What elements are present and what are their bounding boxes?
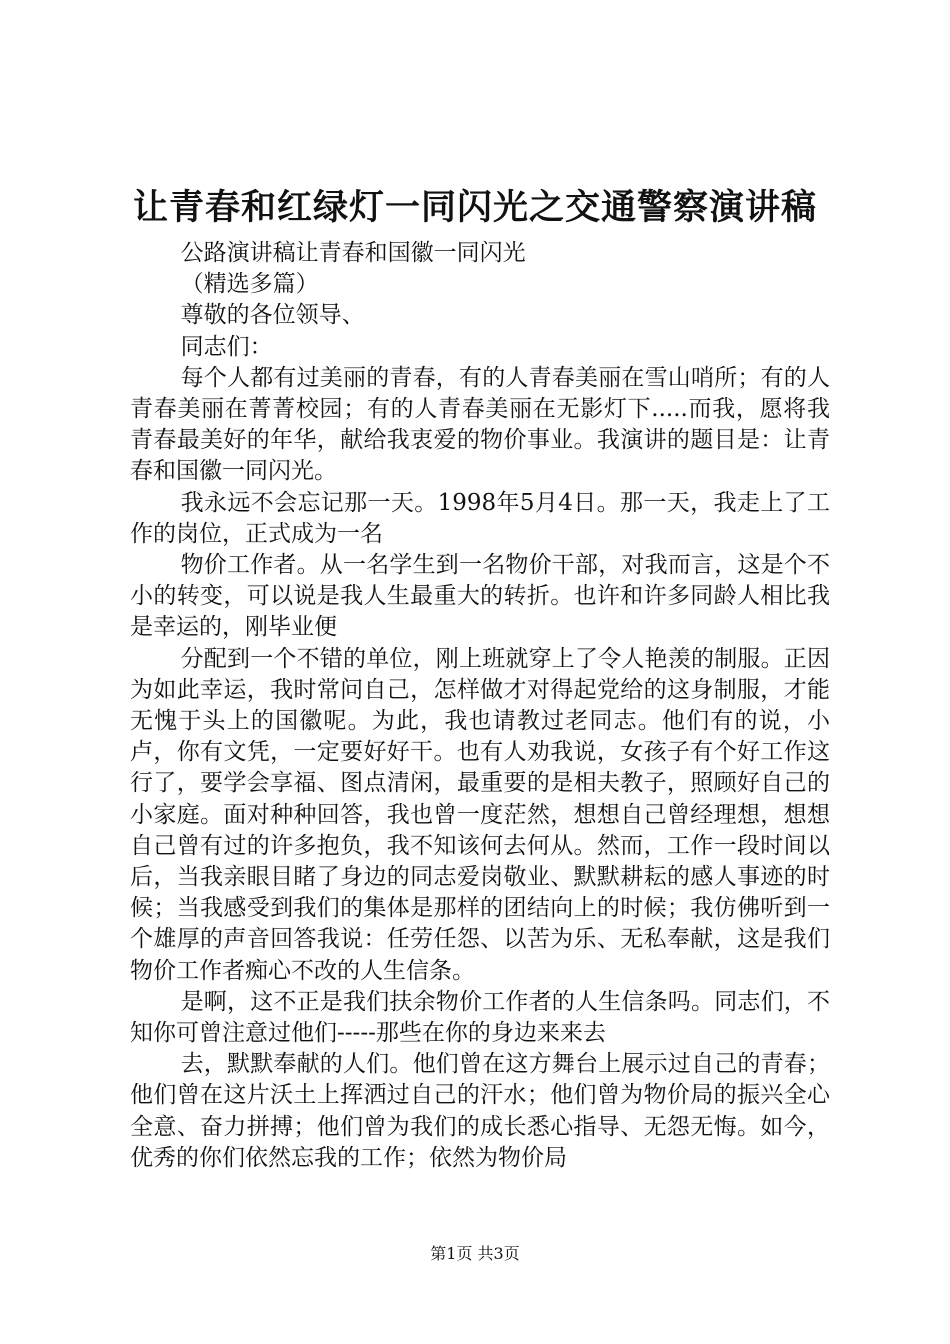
paragraph-creed: 是啊，这不正是我们扶余物价工作者的人生信条吗。同志们，不知你可曾注意过他们-----那些在你的身边来来去: [130, 988, 830, 1047]
paragraph-assignment: 分配到一个不错的单位，刚上班就穿上了令人艳羡的制服。正因为如此幸运，我时常问自己，怎样做才对得起党给的这身制服，才能无愧于头上的国徽呢。为此，我也请教过老同志。他们有的说，小卢，你有文凭，一定要好好干。也有人劝我说，女孩子有个好工作这行了，要学会享福、图点清闲，最重要的是相夫教子，照顾好自己的小家庭。面对种种回答，我也曾一度茫然，想想自己曾经理想，想想自己曾有过的许多抱负，我不知该何去何从。然而，工作一段时间以后，当我亲眼目睹了身边的同志爱岗敬业、默默耕耘的感人事迹的时候；当我感受到我们的集体是那样的团结向上的时候；我仿佛听到一个雄厚的声音回答我说：任劳任怨、以苦为乐、无私奉献，这是我们物价工作者痴心不改的人生信条。: [130, 645, 830, 984]
page-number: 第1页: [430, 1244, 473, 1263]
page-footer: [0, 1244, 950, 1264]
paragraph-dedication: 去，默默奉献的人们。他们曾在这方舞台上展示过自己的青春；他们曾在这片沃土上挥洒过自己的汗水；他们曾为物价局的振兴全心全意、奋力拼搏；他们曾为我们的成长悉心指导、无怨无悔。如今，优秀的你们依然忘我的工作；依然为物价局: [130, 1051, 830, 1171]
paragraph-salutation-comrades: 同志们：: [180, 333, 273, 360]
paragraph-first-day: 我永远不会忘记那一天。1998年5月4日。那一天，我走上了工作的岗位，正式成为一名: [130, 489, 830, 547]
paragraph-salutation-leaders: 尊敬的各位领导、: [180, 302, 365, 329]
paragraph-subtitle: 公路演讲稿让青春和国徽一同闪光: [180, 240, 526, 266]
document-body: [130, 238, 830, 1174]
page-total: 共3页: [477, 1244, 520, 1263]
paragraph-selection-note: （精选多篇）: [180, 271, 319, 298]
paragraph-price-worker: 物价工作者。从一名学生到一名物价干部，对我而言，这是个不小的转变，可以说是我人生最重大的转折。也许和许多同龄人相比我是幸运的，刚毕业便: [130, 552, 830, 641]
paragraph-intro: 每个人都有过美丽的青春，有的人青春美丽在雪山哨所；有的人青春美丽在菁菁校园；有的人青春美丽在无影灯下.....而我，愿将我青春最美好的年华，献给我衷爱的物价事业。我演讲的题目是：让青春和国徽一同闪光。: [130, 364, 830, 485]
document-title: 让青春和红绿灯一同闪光之交通警察演讲稿: [132, 187, 817, 228]
